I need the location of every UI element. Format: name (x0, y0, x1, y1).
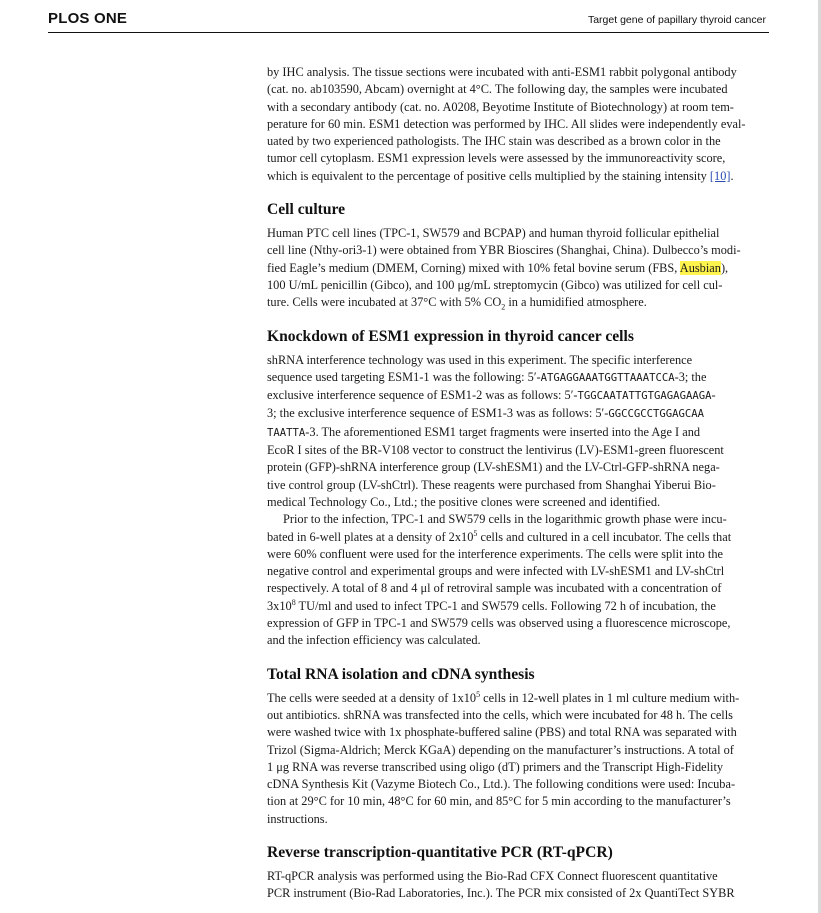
text-segment: fied Eagle’s medium (DMEM, Corning) mixed with 10% fetal bovine serum (FBS, (267, 260, 680, 275)
text-line: PCR instrument (Bio-Rad Laboratories, Inc.). The PCR mix consisted of 2x QuantiTect SYBR (267, 886, 735, 901)
text-line (267, 690, 767, 707)
text-segment: in a humidified atmosphere. (505, 295, 647, 310)
section-heading-cell-culture: Cell culture (267, 201, 346, 219)
text-line: out antibiotics. shRNA was transfected into the cells, which were incubated for 48 h. The cells (267, 707, 733, 722)
superscript: 5 (476, 689, 481, 699)
text-line: cell line (Nthy-ori3-1) were obtained from YBR Bioscires (Shanghai, China). Dulbecco’s modi- (267, 243, 741, 258)
section-heading-rtqpcr: Reverse transcription-quantitative PCR (RT-qPCR) (267, 843, 613, 861)
text-line (267, 424, 767, 442)
text-line: perature for 60 min. ESM1 detection was performed by IHC. All slides were independently eval- (267, 116, 746, 131)
text-line (267, 294, 767, 311)
text-line (267, 598, 767, 615)
article-body (267, 64, 767, 903)
rtqpcr-paragraph (267, 868, 767, 903)
text-segment: bated in 6-well plates at a density of 2x10 (267, 529, 474, 544)
text-line (267, 529, 767, 546)
text-line: uated by two experienced pathologists. The IHC stain was described as a brown color in the (267, 134, 721, 149)
text-line: were washed twice with 1x phosphate-buffered saline (PBS) and total RNA was separated with (267, 725, 737, 740)
running-title: Target gene of papillary thyroid cancer (587, 14, 766, 26)
sequence: GGCCGCCTGGAGCAA (608, 408, 705, 421)
text-line: 100 U/mL penicillin (Gibco), and 100 μg/mL streptomycin (Gibco) was utilized for cell cul- (267, 277, 723, 292)
sequence: ATGAGGAAATGGTTAAATCCA (540, 371, 675, 384)
text-line (267, 260, 767, 277)
text-segment: 3; the exclusive interference sequence of ESM1-3 was as follows: 5′- (267, 406, 609, 421)
text-segment: TU/ml and used to infect TPC-1 and SW579 cells. Following 72 h of incubation, the (295, 598, 716, 613)
cell-culture-paragraph (267, 225, 767, 311)
text-line: Trizol (Sigma-Aldrich; Merck KGaA) depending on the manufacturer’s instructions. A total of (267, 742, 734, 757)
text-line: respectively. A total of 8 and 4 μl of retroviral sample was incubated with a concentration of (267, 581, 722, 596)
text-line: instructions. (267, 811, 328, 826)
superscript: 5 (473, 528, 478, 538)
text-line: and the infection efficiency was calculated. (267, 633, 481, 648)
knockdown-paragraph-2 (267, 511, 767, 649)
text-line: were 60% confluent were used for the interference experiments. The cells were split into the (267, 546, 723, 561)
text-line: EcoR I sites of the BR-V108 vector to construct the lentivirus (LV)-ESM1-green fluorescent (267, 443, 724, 458)
superscript: 8 (291, 597, 296, 607)
page-header (0, 0, 818, 36)
intro-paragraph (267, 64, 767, 185)
text-line: tion at 29°C for 10 min, 48°C for 60 min, and 85°C for 5 min according to the manufacturer’s (267, 794, 731, 809)
text-segment: . (730, 168, 734, 183)
text-line (267, 387, 767, 405)
rna-paragraph (267, 690, 767, 828)
text-segment: -3; the (674, 369, 707, 384)
text-line (267, 405, 767, 423)
text-segment: cells in 12-well plates in 1 ml culture medium with- (480, 690, 740, 705)
text-line: tive control group (LV-shCtrl). These reagents were purchased from Shanghai Yiberui Bio- (267, 477, 716, 492)
text-line: tumor cell cytoplasm. ESM1 expression levels were assessed by the immunoreactivity score, (267, 151, 726, 166)
text-line: 1 μg RNA was reverse transcribed using oligo (dT) primers and the Transcript High-Fidelity (267, 759, 724, 774)
text-segment: -3. The aforementioned ESM1 target fragments were inserted into the Age I and (305, 424, 701, 439)
text-line: medical Technology Co., Ltd.; the positive clones were screened and identified. (267, 494, 661, 509)
text-segment: ), (720, 260, 729, 275)
text-line: with a secondary antibody (cat. no. A0208, Beyotime Institute of Biotechnology) at room tem- (267, 99, 734, 114)
text-line: by IHC analysis. The tissue sections were incubated with anti-ESM1 rabbit polygonal antibody (267, 65, 737, 79)
text-segment: ture. Cells were incubated at 37°C with 5% CO (267, 295, 502, 310)
text-segment: sequence used targeting ESM1-1 was the following: 5′- (267, 369, 541, 384)
sequence: TGGCAATATTGTGAGAGAAGA (577, 390, 712, 403)
knockdown-paragraph-1 (267, 352, 767, 512)
subscript: 2 (501, 302, 506, 312)
text-line: expression of GFP in TPC-1 and SW579 cells was observed using a fluorescence microscope, (267, 616, 731, 631)
text-line: protein (GFP)-shRNA interference group (LV-shESM1) and the LV-Ctrl-GFP-shRNA nega- (267, 460, 720, 475)
text-line (267, 168, 767, 185)
text-segment: The cells were seeded at a density of 1x10 (267, 690, 477, 705)
text-line: shRNA interference technology was used in this experiment. The specific interference (267, 352, 693, 367)
text-line: cDNA Synthesis Kit (Vazyme Biotech Co., Ltd.). The following conditions were used: Incuba- (267, 777, 736, 792)
text-segment: cells and cultured in a cell incubator. The cells that (477, 529, 732, 544)
text-line (267, 369, 767, 387)
section-heading-rna: Total RNA isolation and cDNA synthesis (267, 665, 535, 683)
text-segment: which is equivalent to the percentage of positive cells multiplied by the staining intensity (267, 168, 710, 183)
section-heading-knockdown: Knockdown of ESM1 expression in thyroid cancer cells (267, 327, 634, 345)
citation-link[interactable]: [10] (709, 168, 731, 183)
text-line: negative control and experimental groups and were infected with LV-shESM1 and LV-shCtrl (267, 564, 725, 579)
text-segment: 3x10 (267, 598, 292, 613)
text-line: (cat. no. ab103590, Abcam) overnight at 4°C. The following day, the samples were incubated (267, 82, 728, 97)
highlighted-text[interactable]: Ausbian (679, 260, 721, 275)
journal-name: PLOS ONE (48, 10, 128, 27)
text-line: Human PTC cell lines (TPC-1, SW579 and BCPAP) and human thyroid follicular epithelial (267, 226, 720, 241)
text-segment: exclusive interference sequence of ESM1-2 was as follows: 5′- (267, 388, 578, 403)
text-line: RT-qPCR analysis was performed using the Bio-Rad CFX Connect fluorescent quantitative (267, 868, 718, 883)
text-line: Prior to the infection, TPC-1 and SW579 cells in the logarithmic growth phase were incu- (283, 512, 727, 527)
header-rule (48, 32, 769, 33)
text-segment: - (711, 388, 716, 403)
sequence: TAATTA (267, 426, 306, 439)
